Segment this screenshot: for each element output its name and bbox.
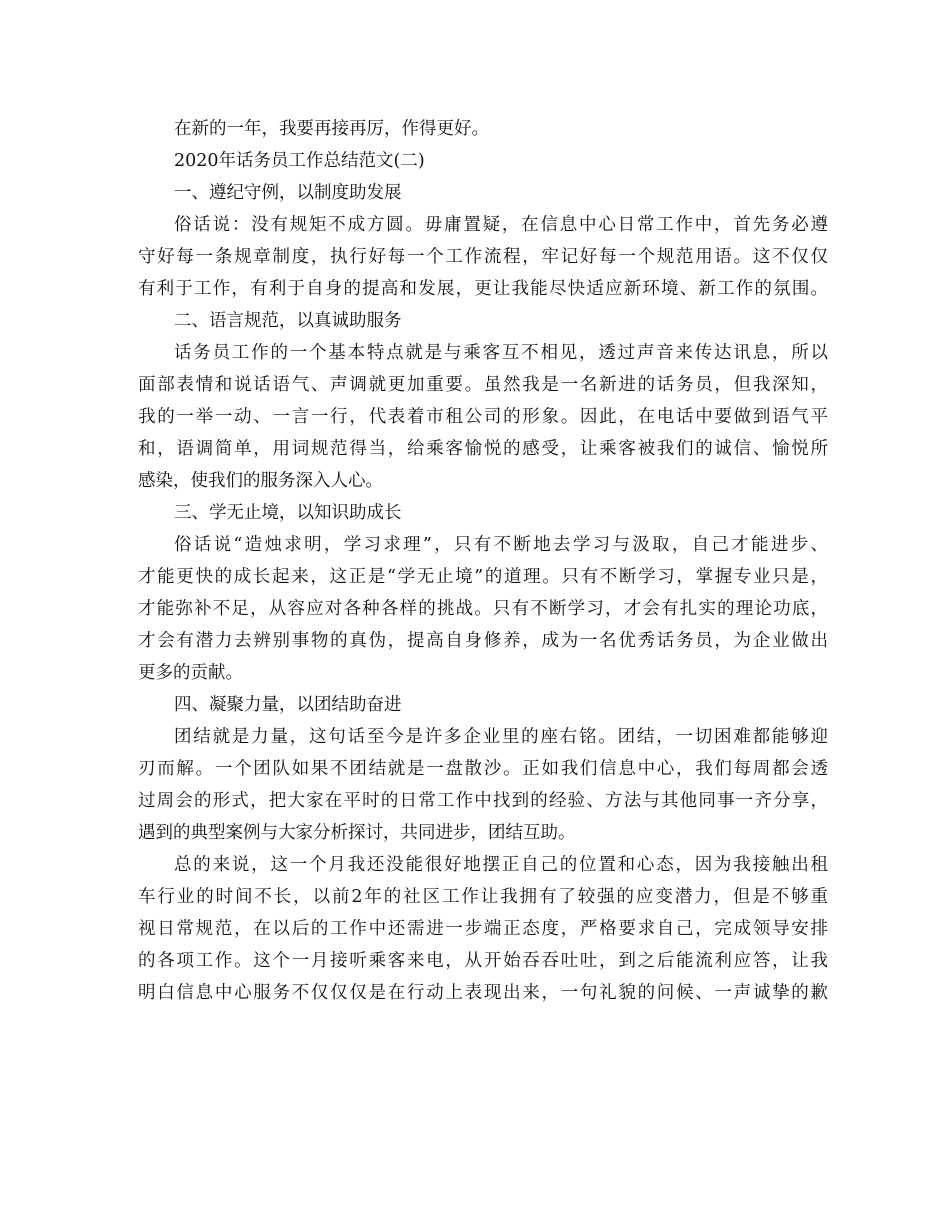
text-line: 话务员工作的一个基本特点就是与乘客互不相见，透过声音来传达讯息，所以 [174, 343, 828, 363]
text-line: 明白信息中心服务不仅仅仅是在行动上表现出来，一句礼貌的问候、一声诚挚的歉 [138, 983, 828, 1003]
text-line: 过周会的形式，把大家在平时的日常工作中找到的经验、方法与其他同事一齐分享， [138, 791, 828, 811]
text-line: 才能更快的成长起来，这正是“学无止境”的道理。只有不断学习，掌握专业只是， [138, 567, 828, 587]
text-line: 四、凝聚力量，以团结助奋进 [174, 695, 402, 715]
text-line: 更多的贡献。 [138, 663, 243, 683]
text-line: 有利于工作，有利于自身的提高和发展，更让我能尽快适应新环境、新工作的氛围。 [138, 279, 828, 299]
text-line: 俗话说“造烛求明，学习求理”，只有不断地去学习与汲取，自己才能进步、 [174, 535, 828, 555]
text-line: 感染，使我们的服务深入人心。 [138, 471, 383, 491]
text-line: 才能弥补不足，从容应对各种各样的挑战。只有不断学习，才会有扎实的理论功底， [138, 599, 828, 619]
text-line: 面部表情和说话语气、声调就更加重要。虽然我是一名新进的话务员，但我深知， [138, 375, 828, 395]
text-line: 的各项工作。这个一月接听乘客来电，从开始吞吞吐吐，到之后能流利应答，让我 [138, 951, 828, 971]
text-line: 才会有潜力去辨别事物的真伪，提高自身修养，成为一名优秀话务员，为企业做出 [138, 631, 828, 651]
text-line: 团结就是力量，这句话至今是许多企业里的座右铭。团结，一切困难都能够迎 [174, 727, 828, 747]
text-line: 俗话说：没有规矩不成方圆。毋庸置疑，在信息中心日常工作中，首先务必遵 [174, 215, 828, 235]
text-line: 视日常规范，在以后的工作中还需进一步端正态度，严格要求自己，完成领导安排 [138, 919, 828, 939]
text-line: 总的来说，这一个月我还没能很好地摆正自己的位置和心态，因为我接触出租 [174, 855, 828, 875]
text-line: 在新的一年，我要再接再厉，作得更好。 [174, 119, 489, 139]
text-line: 二、语言规范，以真诚助服务 [174, 311, 402, 331]
text-line: 三、学无止境，以知识助成长 [174, 503, 402, 523]
text-line: 2020年话务员工作总结范文(二) [174, 151, 425, 171]
document-body [138, 113, 828, 1009]
text-line: 车行业的时间不长，以前2年的社区工作让我拥有了较强的应变潜力，但是不够重 [138, 887, 828, 907]
text-line: 刃而解。一个团队如果不团结就是一盘散沙。正如我们信息中心，我们每周都会透 [138, 759, 828, 779]
text-line: 守好每一条规章制度，执行好每一个工作流程，牢记好每一个规范用语。这不仅仅 [138, 247, 828, 267]
text-line: 和，语调简单，用词规范得当，给乘客愉悦的感受，让乘客被我们的诚信、愉悦所 [138, 439, 828, 459]
text-line: 遇到的典型案例与大家分析探讨，共同进步，团结互助。 [138, 823, 576, 843]
text-line: 我的一举一动、一言一行，代表着市租公司的形象。因此，在电话中要做到语气平 [138, 407, 828, 427]
text-line: 一、遵纪守例，以制度助发展 [174, 183, 402, 203]
